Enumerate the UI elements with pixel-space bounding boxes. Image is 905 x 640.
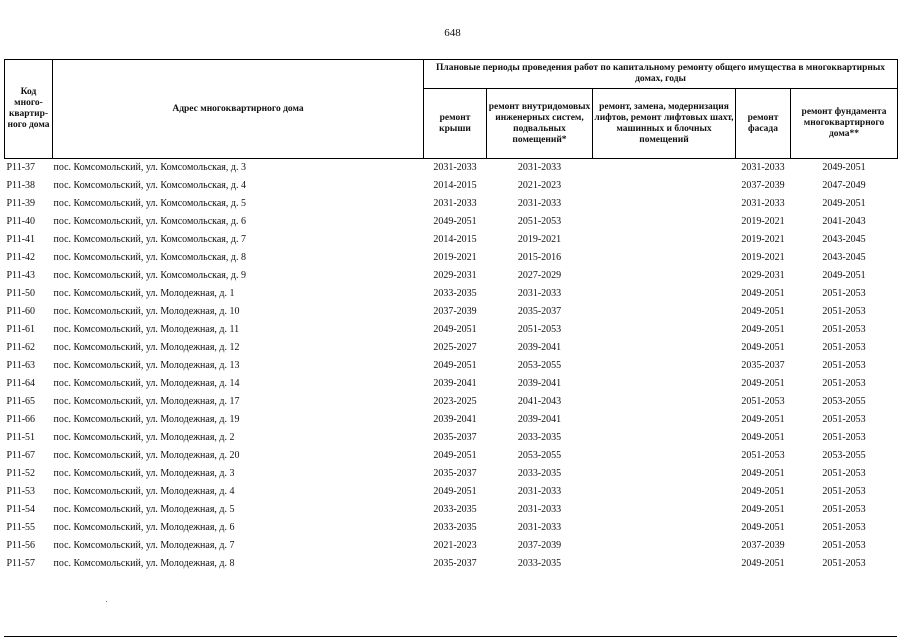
cell-address: пос. Комсомольский, ул. Комсомольская, д. 9 <box>53 270 246 282</box>
table-header <box>5 60 898 159</box>
cell-foundation: 2051-2053 <box>822 360 866 372</box>
cell-roof: 2033-2035 <box>433 504 477 516</box>
header-engineering: ремонт внутридомовых инженерных систем, подвальных помещений* <box>487 89 593 159</box>
cell-roof: 2049-2051 <box>433 216 477 228</box>
cell-foundation: 2051-2053 <box>822 468 866 480</box>
cell-roof: 2049-2051 <box>433 450 477 462</box>
cell-foundation: 2051-2053 <box>822 324 866 336</box>
repair-schedule-table <box>4 59 898 573</box>
cell-facade: 2051-2053 <box>741 450 785 462</box>
cell-code: Р11-57 <box>6 558 36 570</box>
cell-address: пос. Комсомольский, ул. Молодежная, д. 2 <box>53 432 235 444</box>
cell-foundation: 2051-2053 <box>822 540 866 552</box>
table-row <box>5 393 898 411</box>
cell-engineering: 2051-2053 <box>517 216 562 228</box>
cell-facade: 2031-2033 <box>741 198 785 210</box>
cell-roof: 2033-2035 <box>433 288 477 300</box>
cell-foundation: 2051-2053 <box>822 288 866 300</box>
cell-foundation: 2051-2053 <box>822 558 866 570</box>
cell-elevators <box>593 321 736 339</box>
table-row <box>5 429 898 447</box>
cell-foundation: 2049-2051 <box>822 162 866 174</box>
cell-elevators <box>593 249 736 267</box>
cell-facade: 2049-2051 <box>741 522 785 534</box>
cell-code: Р11-67 <box>6 450 36 462</box>
cell-elevators <box>593 375 736 393</box>
cell-address: пос. Комсомольский, ул. Молодежная, д. 13 <box>53 360 240 372</box>
cell-address: пос. Комсомольский, ул. Комсомольская, д. 6 <box>53 216 246 228</box>
table-row <box>5 285 898 303</box>
cell-foundation: 2049-2051 <box>822 198 866 210</box>
cell-engineering: 2037-2039 <box>517 540 562 552</box>
cell-elevators <box>593 519 736 537</box>
cell-foundation: 2051-2053 <box>822 522 866 534</box>
cell-code: Р11-54 <box>6 504 36 516</box>
cell-roof: 2021-2023 <box>433 540 477 552</box>
cell-roof: 2035-2037 <box>433 558 477 570</box>
cell-facade: 2019-2021 <box>741 216 785 228</box>
cell-facade: 2049-2051 <box>741 432 785 444</box>
cell-engineering: 2021-2023 <box>517 180 562 192</box>
cell-facade: 2049-2051 <box>741 414 785 426</box>
cell-foundation: 2051-2053 <box>822 342 866 354</box>
cell-address: пос. Комсомольский, ул. Молодежная, д. 17 <box>53 396 240 408</box>
cell-foundation: 2043-2045 <box>822 234 866 246</box>
cell-engineering: 2051-2053 <box>517 324 562 336</box>
table-row <box>5 159 898 178</box>
cell-engineering: 2039-2041 <box>517 342 562 354</box>
cell-roof: 2014-2015 <box>433 234 477 246</box>
cell-address: пос. Комсомольский, ул. Молодежная, д. 12 <box>53 342 240 354</box>
cell-address: пос. Комсомольский, ул. Молодежная, д. 11 <box>53 324 240 336</box>
cell-roof: 2031-2033 <box>433 198 477 210</box>
cell-code: Р11-37 <box>6 162 36 174</box>
cell-code: Р11-64 <box>6 378 36 390</box>
cell-code: Р11-66 <box>6 414 36 426</box>
cell-foundation: 2043-2045 <box>822 252 866 264</box>
cell-elevators <box>593 447 736 465</box>
stray-mark <box>106 601 107 602</box>
bottom-rule <box>4 636 897 637</box>
cell-address: пос. Комсомольский, ул. Молодежная, д. 7 <box>53 540 235 552</box>
cell-elevators <box>593 465 736 483</box>
cell-code: Р11-61 <box>6 324 36 336</box>
cell-elevators <box>593 357 736 375</box>
cell-address: пос. Комсомольский, ул. Молодежная, д. 6 <box>53 522 235 534</box>
cell-elevators <box>593 159 736 178</box>
header-roof: ремонт крыши <box>424 89 487 159</box>
header-periods: Плановые периоды проведения работ по капитальному ремонту общего имущества в многоквартирных домах, годы <box>424 60 898 89</box>
cell-code: Р11-65 <box>6 396 36 408</box>
cell-code: Р11-42 <box>6 252 36 264</box>
cell-foundation: 2053-2055 <box>822 396 866 408</box>
cell-facade: 2049-2051 <box>741 378 785 390</box>
cell-elevators <box>593 537 736 555</box>
cell-facade: 2049-2051 <box>741 558 785 570</box>
table-row <box>5 321 898 339</box>
cell-elevators <box>593 267 736 285</box>
cell-engineering: 2031-2033 <box>517 288 562 300</box>
table-row <box>5 195 898 213</box>
cell-foundation: 2051-2053 <box>822 486 866 498</box>
cell-roof: 2049-2051 <box>433 324 477 336</box>
cell-address: пос. Комсомольский, ул. Комсомольская, д. 4 <box>53 180 246 192</box>
cell-roof: 2037-2039 <box>433 306 477 318</box>
cell-code: Р11-55 <box>6 522 36 534</box>
cell-roof: 2019-2021 <box>433 252 477 264</box>
cell-foundation: 2051-2053 <box>822 378 866 390</box>
cell-code: Р11-52 <box>6 468 36 480</box>
cell-elevators <box>593 231 736 249</box>
table-row <box>5 267 898 285</box>
cell-roof: 2014-2015 <box>433 180 477 192</box>
cell-address: пос. Комсомольский, ул. Комсомольская, д. 5 <box>53 198 246 210</box>
cell-engineering: 2027-2029 <box>517 270 562 282</box>
cell-facade: 2037-2039 <box>741 180 785 192</box>
cell-engineering: 2039-2041 <box>517 414 562 426</box>
cell-facade: 2035-2037 <box>741 360 785 372</box>
cell-facade: 2019-2021 <box>741 252 785 264</box>
cell-foundation: 2049-2051 <box>822 270 866 282</box>
cell-facade: 2049-2051 <box>741 504 785 516</box>
page-number: 648 <box>444 27 461 39</box>
cell-engineering: 2015-2016 <box>517 252 562 264</box>
table-row <box>5 303 898 321</box>
cell-engineering: 2031-2033 <box>517 486 562 498</box>
cell-code: Р11-63 <box>6 360 36 372</box>
cell-roof: 2025-2027 <box>433 342 477 354</box>
table-row <box>5 519 898 537</box>
cell-elevators <box>593 285 736 303</box>
table-row <box>5 339 898 357</box>
table-row <box>5 411 898 429</box>
header-code: Код много-квартир-ного дома <box>5 60 53 159</box>
cell-roof: 2049-2051 <box>433 360 477 372</box>
cell-elevators <box>593 393 736 411</box>
cell-foundation: 2051-2053 <box>822 432 866 444</box>
cell-foundation: 2051-2053 <box>822 504 866 516</box>
cell-code: Р11-53 <box>6 486 36 498</box>
table-row <box>5 483 898 501</box>
cell-roof: 2039-2041 <box>433 378 477 390</box>
cell-elevators <box>593 195 736 213</box>
cell-foundation: 2041-2043 <box>822 216 866 228</box>
table-row <box>5 357 898 375</box>
cell-address: пос. Комсомольский, ул. Молодежная, д. 5 <box>53 504 235 516</box>
cell-engineering: 2033-2035 <box>517 432 562 444</box>
cell-code: Р11-40 <box>6 216 36 228</box>
cell-elevators <box>593 411 736 429</box>
cell-engineering: 2041-2043 <box>517 396 562 408</box>
cell-address: пос. Комсомольский, ул. Комсомольская, д. 7 <box>53 234 246 246</box>
cell-address: пос. Комсомольский, ул. Молодежная, д. 1 <box>53 288 235 300</box>
cell-address: пос. Комсомольский, ул. Молодежная, д. 4 <box>53 486 235 498</box>
table-row <box>5 447 898 465</box>
cell-engineering: 2053-2055 <box>517 360 562 372</box>
table-row <box>5 537 898 555</box>
cell-foundation: 2051-2053 <box>822 306 866 318</box>
cell-roof: 2035-2037 <box>433 432 477 444</box>
cell-elevators <box>593 213 736 231</box>
cell-roof: 2031-2033 <box>433 162 477 174</box>
cell-roof: 2035-2037 <box>433 468 477 480</box>
table-row <box>5 213 898 231</box>
cell-foundation: 2047-2049 <box>822 180 866 192</box>
header-facade: ремонт фасада <box>736 89 791 159</box>
cell-engineering: 2031-2033 <box>517 522 562 534</box>
cell-elevators <box>593 483 736 501</box>
header-foundation: ремонт фундамента многоквартирного дома** <box>791 89 898 159</box>
cell-elevators <box>593 501 736 519</box>
cell-code: Р11-39 <box>6 198 36 210</box>
cell-engineering: 2031-2033 <box>517 162 562 174</box>
table-row <box>5 555 898 573</box>
table-row <box>5 177 898 195</box>
table-body <box>5 159 898 574</box>
cell-engineering: 2019-2021 <box>517 234 562 246</box>
cell-foundation: 2053-2055 <box>822 450 866 462</box>
cell-roof: 2039-2041 <box>433 414 477 426</box>
cell-facade: 2049-2051 <box>741 288 785 300</box>
cell-code: Р11-56 <box>6 540 36 552</box>
cell-roof: 2023-2025 <box>433 396 477 408</box>
cell-roof: 2033-2035 <box>433 522 477 534</box>
table-row <box>5 465 898 483</box>
cell-facade: 2029-2031 <box>741 270 785 282</box>
header-elevators: ремонт, замена, модернизация лифтов, ремонт лифтовых шахт, машинных и блочных помещений <box>593 89 736 159</box>
cell-address: пос. Комсомольский, ул. Молодежная, д. 14 <box>53 378 240 390</box>
cell-engineering: 2033-2035 <box>517 468 562 480</box>
cell-engineering: 2053-2055 <box>517 450 562 462</box>
header-address: Адрес многоквартирного дома <box>53 60 424 159</box>
cell-facade: 2031-2033 <box>741 162 785 174</box>
cell-address: пос. Комсомольский, ул. Молодежная, д. 10 <box>53 306 240 318</box>
cell-elevators <box>593 339 736 357</box>
cell-code: Р11-51 <box>6 432 36 444</box>
table-row <box>5 375 898 393</box>
cell-address: пос. Комсомольский, ул. Комсомольская, д. 8 <box>53 252 246 264</box>
cell-address: пос. Комсомольский, ул. Комсомольская, д. 3 <box>53 162 246 174</box>
cell-code: Р11-38 <box>6 180 36 192</box>
table-row <box>5 501 898 519</box>
cell-elevators <box>593 555 736 573</box>
cell-facade: 2037-2039 <box>741 540 785 552</box>
cell-facade: 2049-2051 <box>741 306 785 318</box>
cell-elevators <box>593 177 736 195</box>
cell-code: Р11-43 <box>6 270 36 282</box>
cell-facade: 2051-2053 <box>741 396 785 408</box>
cell-code: Р11-50 <box>6 288 36 300</box>
cell-elevators <box>593 303 736 321</box>
cell-facade: 2049-2051 <box>741 324 785 336</box>
cell-elevators <box>593 429 736 447</box>
cell-facade: 2049-2051 <box>741 342 785 354</box>
cell-address: пос. Комсомольский, ул. Молодежная, д. 20 <box>53 450 240 462</box>
cell-code: Р11-62 <box>6 342 36 354</box>
table-row <box>5 249 898 267</box>
cell-engineering: 2039-2041 <box>517 378 562 390</box>
cell-roof: 2029-2031 <box>433 270 477 282</box>
cell-code: Р11-60 <box>6 306 36 318</box>
table-row <box>5 231 898 249</box>
cell-address: пос. Комсомольский, ул. Молодежная, д. 3 <box>53 468 235 480</box>
cell-facade: 2049-2051 <box>741 468 785 480</box>
cell-address: пос. Комсомольский, ул. Молодежная, д. 8 <box>53 558 235 570</box>
cell-foundation: 2051-2053 <box>822 414 866 426</box>
cell-facade: 2049-2051 <box>741 486 785 498</box>
cell-engineering: 2035-2037 <box>517 306 562 318</box>
cell-code: Р11-41 <box>6 234 36 246</box>
cell-address: пос. Комсомольский, ул. Молодежная, д. 19 <box>53 414 240 426</box>
cell-engineering: 2033-2035 <box>517 558 562 570</box>
cell-engineering: 2031-2033 <box>517 504 562 516</box>
cell-roof: 2049-2051 <box>433 486 477 498</box>
cell-engineering: 2031-2033 <box>517 198 562 210</box>
cell-facade: 2019-2021 <box>741 234 785 246</box>
